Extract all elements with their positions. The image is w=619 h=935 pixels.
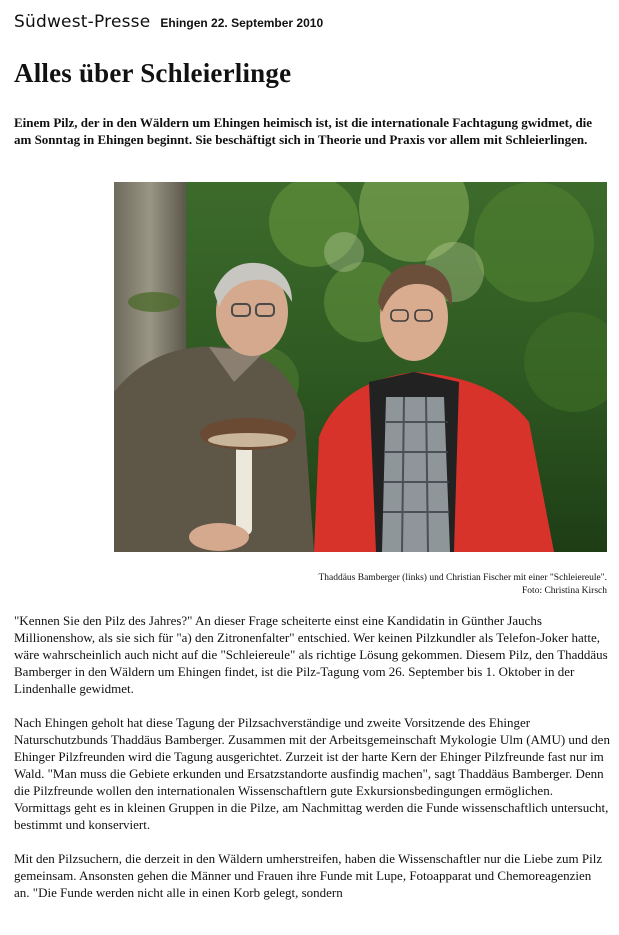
photo-credit: Foto: Christina Kirsch	[522, 586, 607, 596]
article-body	[14, 612, 610, 918]
body-paragraph: "Kennen Sie den Pilz des Jahres?" An dieser Frage scheiterte einst eine Kandidatin in Günther Jauchs Millionenshow, als sie sich für "a) den Zitronenfalter" entschied. Wer keinen Pilzkundler als Telefon-Joker hatte, wäre wahrscheinlich auch nicht auf die "Schleiereule" als richtige Lösung gekommen. Diesem Pilz, den Thaddäus Bamberger in den Wäldern um Ehingen findet, ist die Pilz-Tagung vom 26. September bis 1. Oktober in der Lindenhalle gewidmet.	[14, 613, 608, 696]
article-headline: Alles über Schleierlinge	[14, 58, 292, 88]
newspaper-name: Südwest-Presse	[14, 12, 151, 32]
photo-caption: Thaddäus Bamberger (links) und Christian Fischer mit einer "Schleiereule".	[318, 573, 607, 583]
body-paragraph: Mit den Pilzsuchern, die derzeit in den Wäldern umherstreifen, haben die Wissenschaftler nur die Liebe zum Pilz gemeinsam. Ansonsten gehen die Männer und Frauen ihre Funde mit Lupe, Fotoapparat und Chemoreagenzien an. "Die Funde werden nicht alle in einen Korb gelegt, sondern	[14, 851, 603, 900]
dateline: Ehingen 22. September 2010	[160, 16, 324, 30]
masthead	[14, 12, 323, 32]
article-photo	[114, 182, 607, 552]
article-lead: Einem Pilz, der in den Wäldern um Ehingen heimisch ist, ist die internationale Fachtagung gwidmet, die am Sonntag in Ehingen beginnt. Sie beschäftigt sich in Theorie und Praxis vor allem mit Schleierlingen.	[14, 115, 593, 147]
body-paragraph: Nach Ehingen geholt hat diese Tagung der Pilzsachverständige und zweite Vorsitzende des Ehinger Naturschutzbunds Thaddäus Bamberger. Zusammen mit der Arbeitsgemeinschaft Mykologie Ulm (AMU) und den Ehinger Pilzfreunden wird die Tagung ausgerichtet. Zurzeit ist der harte Kern der Ehinger Pilzfreunde fast nur im Wald. "Man muss die Gebiete erkunden und Ersatzstandorte ausfindig machen", sagt Thaddäus Bamberger. Denn die Pilzfreunde wollen den internationalen Wissenschaftlern gute Exkursionsbedingungen ermöglichen. Vormittags geht es in kleinen Gruppen in die Pilze, am Nachmittag werden die Funde wissenschaftlich untersucht, bestimmt und konserviert.	[14, 715, 610, 832]
photo-caption-block	[318, 572, 607, 598]
photo-illustration	[114, 182, 607, 552]
